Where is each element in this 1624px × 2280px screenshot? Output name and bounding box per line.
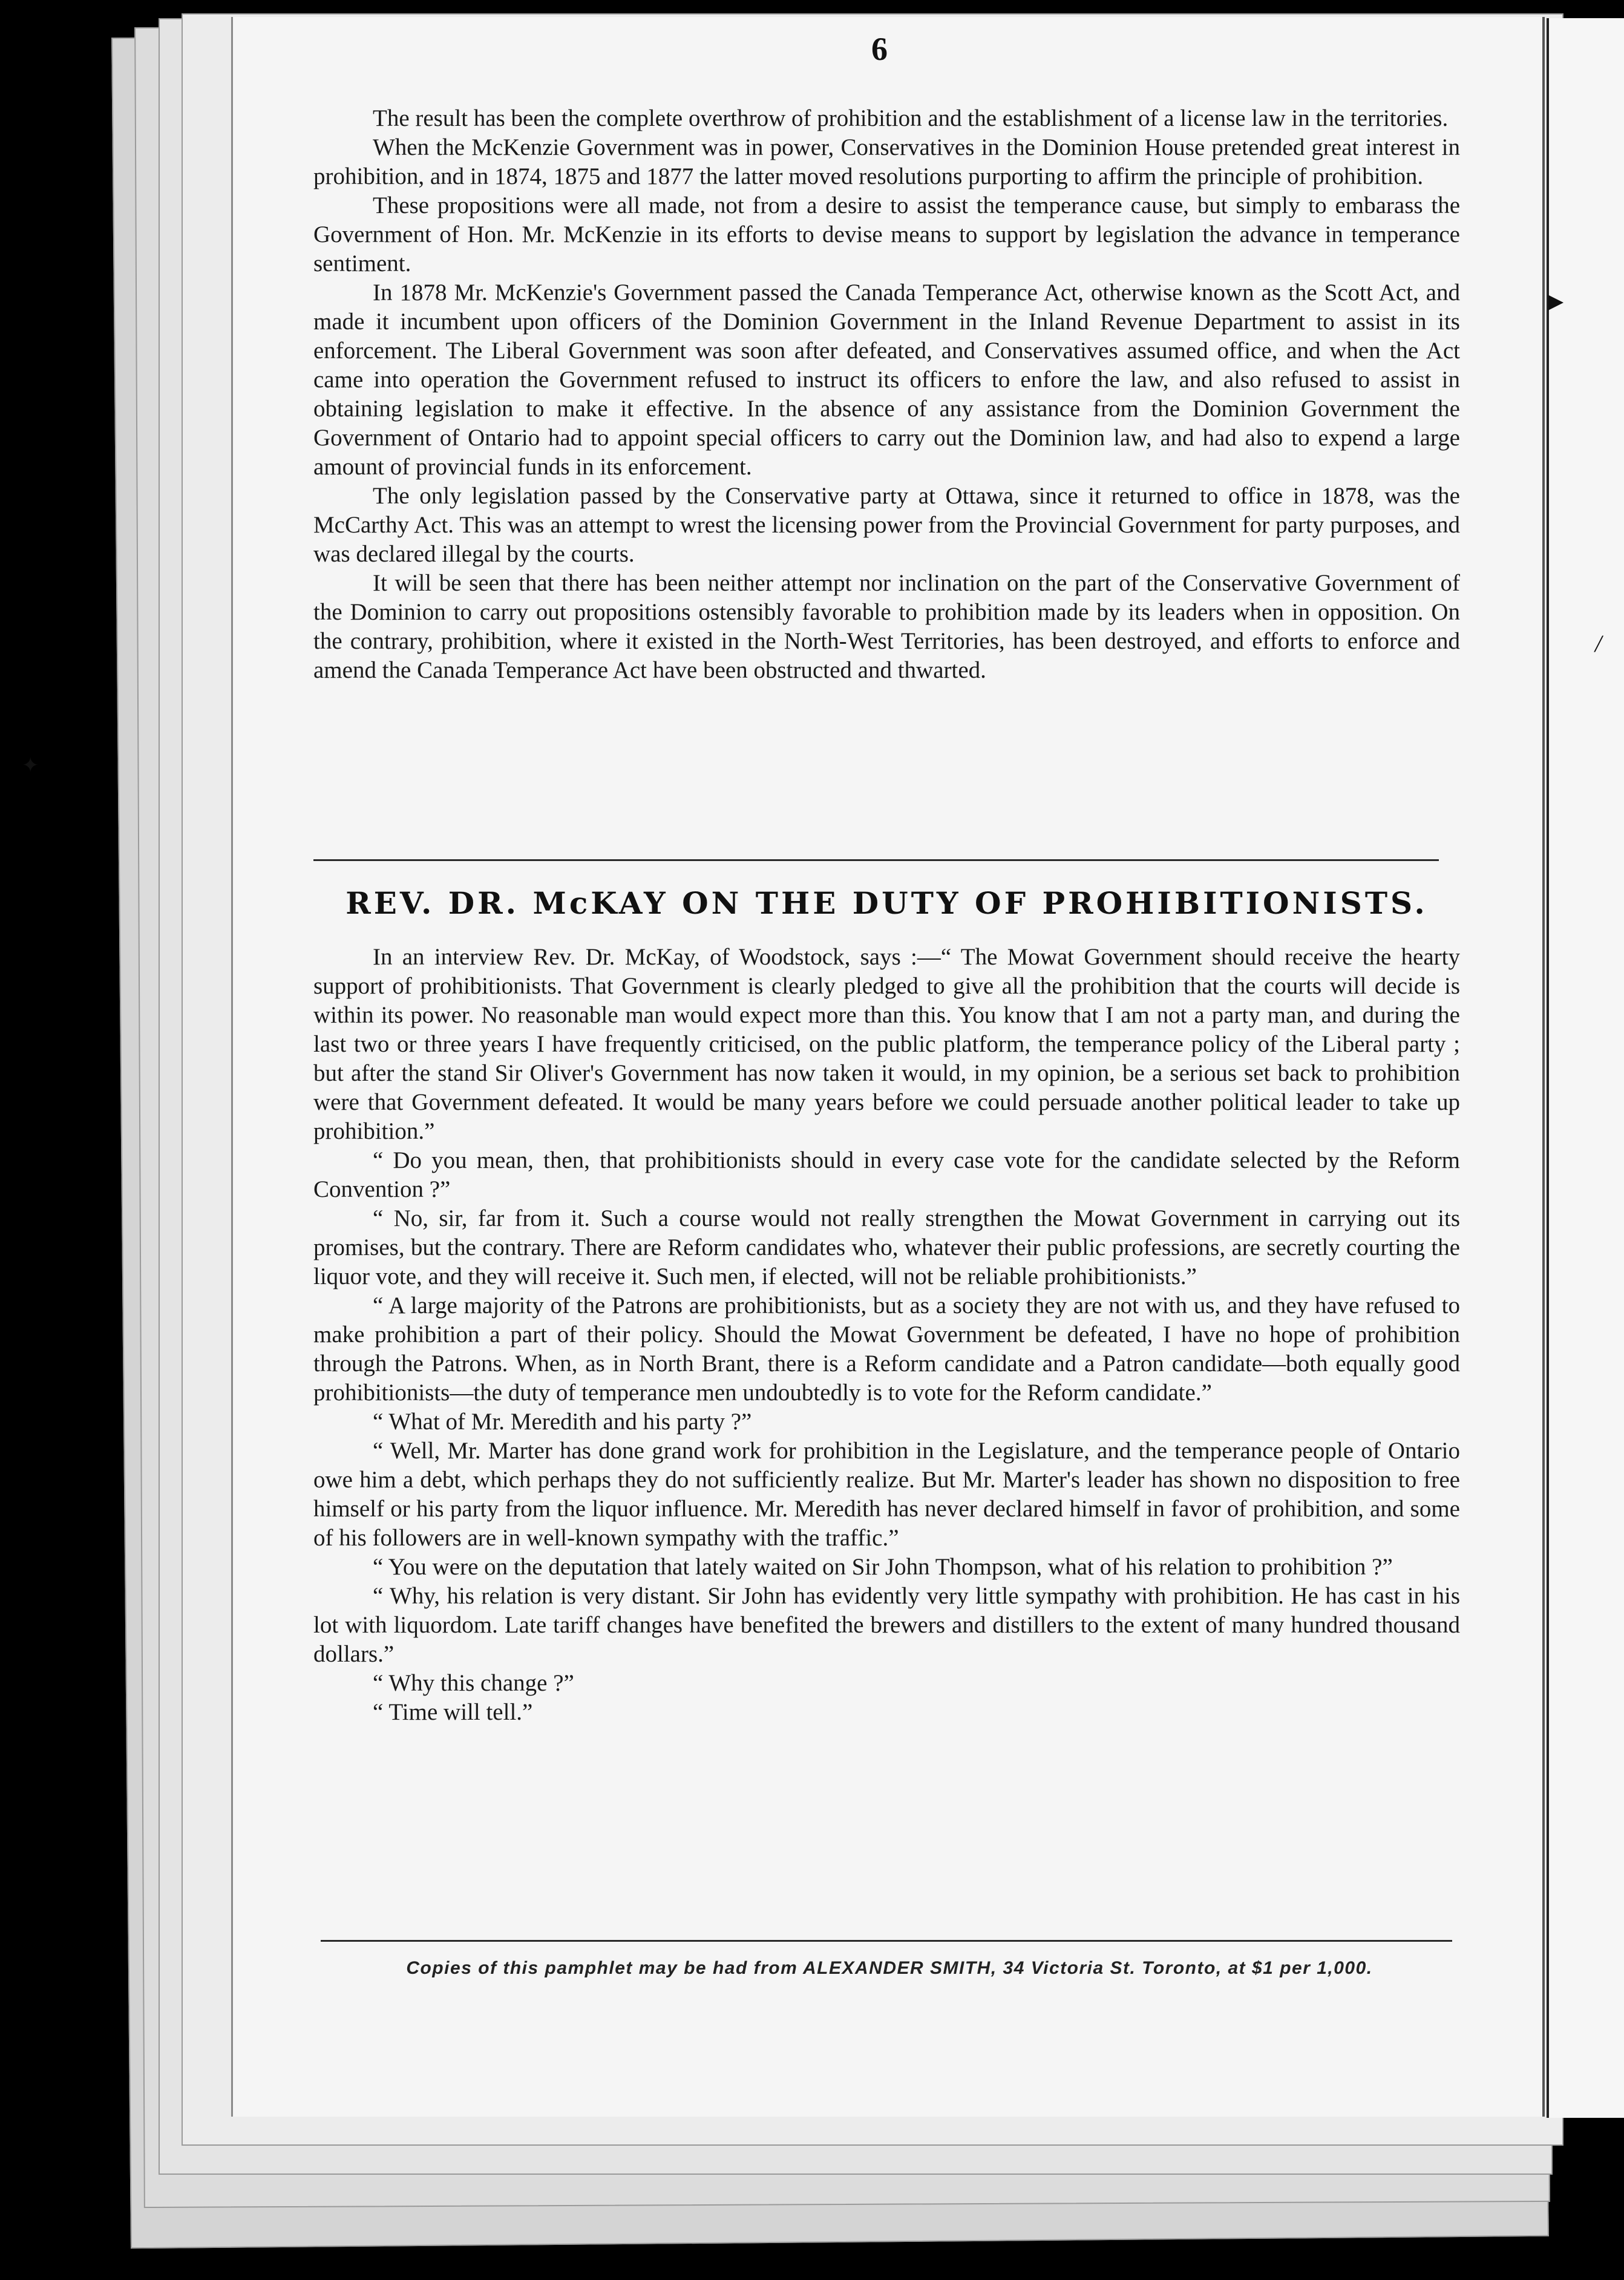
paragraph: In an interview Rev. Dr. McKay, of Woodstock, says :—“ The Mowat Government should receive the hearty support of prohibitionists. That Government is clearly pledged to give all the prohibition that the courts will decide is within its power. No reasonable man would expect more than this. You know that I am not a party man, and during the last two or three years I have frequently criticised, on the public platform, the temperance policy of the Liberal party ; but after the stand Sir Oliver's Government has now taken it would, in my opinion, be a serious set back to prohibition were that Government defeated. It would be many years before we could persuade another political leader to take up prohibition.” <box>313 944 1460 1144</box>
body-text-section-2 <box>313 943 1460 1727</box>
page-number: 6 <box>871 31 888 67</box>
paragraph: When the McKenzie Government was in power, Conservatives in the Dominion House pretended great interest in prohibition, and in 1874, 1875 and 1877 the latter moved resolutions purporting to affirm the principle of prohibition. <box>313 134 1460 189</box>
paragraph: In 1878 Mr. McKenzie's Government passed the Canada Temperance Act, otherwise known as the Scott Act, and made it incumbent upon officers of the Dominion Government in the Inland Revenue Department to assist in its enforcement. The Liberal Government was soon after defeated, and Conservatives assumed office, and when the Act came into operation the Government refused to instruct its officers to enfore the law, and also refused to assist in obtaining legislation to make it effective. In the absence of any assistance from the Dominion Government the Government of Ontario had to appoint special officers to carry out the Dominion law, and had also to expend a large amount of provincial funds in its enforcement. <box>313 280 1460 480</box>
paragraph: “ A large majority of the Patrons are prohibitionists, but as a society they are not with us, and they have refused to make prohibition a part of their policy. Should the Mowat Government be defeated, I have no hope of prohibition through the Patrons. When, as in North Brant, there is a Reform candidate and a Patron candidate—both equally good prohibitionists—the duty of temperance men undoubtedly is to vote for the Reform candidate.” <box>313 1292 1460 1406</box>
divider-rule <box>313 859 1439 861</box>
facing-page-edge <box>1547 18 1624 2118</box>
paragraph: It will be seen that there has been neither attempt nor inclination on the part of the Conservative Government of the Dominion to carry out propositions ostensibly favorable to prohibition made by its leaders when in opposition. On the contrary, prohibition, where it existed in the North-West Territories, has been destroyed, and efforts to enforce and amend the Canada Temperance Act have been obstructed and thwarted. <box>313 570 1460 683</box>
paragraph: “ Why this change ?” <box>373 1670 574 1696</box>
paragraph: “ No, sir, far from it. Such a course would not really strengthen the Mowat Government in carrying out its promises, but the contrary. There are Reform candidates who, whatever their public professions, are secretly courting the liquor vote, and they will receive it. Such men, if elected, will not be reliable prohibitionists.” <box>313 1205 1460 1289</box>
paragraph: “ Why, his relation is very distant. Sir John has evidently very little sympathy with prohibition. He has cast in his lot with liquordom. Late tariff changes have benefited the brewers and distillers to the extent of many hundred thousand dollars.” <box>313 1583 1460 1667</box>
footer-rule <box>321 1940 1452 1942</box>
body-text-section-1 <box>313 104 1460 685</box>
paragraph: The result has been the complete overthrow of prohibition and the establishment of a license law in the territories. <box>373 105 1449 131</box>
paragraph: “ What of Mr. Meredith and his party ?” <box>373 1409 752 1435</box>
paragraph: “ Well, Mr. Marter has done grand work for prohibition in the Legislature, and the temperance people of Ontario owe him a debt, which perhaps they do not sufficiently realize. But Mr. Marter's leader has shown no disposition to free himself or his party from the liquor influence. Mr. Meredith has never declared himself in favor of prohibition, and some of his followers are in well-known sympathy with the traffic.” <box>313 1438 1460 1551</box>
footer-note: Copies of this pamphlet may be had from ALEXANDER SMITH, 34 Victoria St. Toronto, at $1 per 1,000. <box>406 1958 1373 1978</box>
paragraph: “ You were on the deputation that lately waited on Sir John Thompson, what of his relation to prohibition ?” <box>373 1554 1393 1580</box>
paragraph: “ Time will tell.” <box>373 1699 533 1725</box>
margin-pencil-mark: / <box>1595 630 1602 657</box>
scanner-mark: ✦ <box>22 755 39 777</box>
paragraph: “ Do you mean, then, that prohibitionists should in every case vote for the candidate selected by the Reform Convention ?” <box>313 1147 1460 1202</box>
paragraph: These propositions were all made, not from a desire to assist the temperance cause, but simply to embarass the Government of Hon. Mr. McKenzie in its efforts to devise means to support by legislation the advance in temperance sentiment. <box>313 192 1460 277</box>
paragraph: The only legislation passed by the Conservative party at Ottawa, since it returned to office in 1878, was the McCarthy Act. This was an attempt to wrest the licensing power from the Provincial Government for party purposes, and was declared illegal by the courts. <box>313 483 1460 567</box>
margin-arrow-mark: ▶ <box>1548 290 1564 313</box>
section-heading: REV. DR. McKAY ON THE DUTY OF PROHIBITIONISTS. <box>345 885 1428 921</box>
